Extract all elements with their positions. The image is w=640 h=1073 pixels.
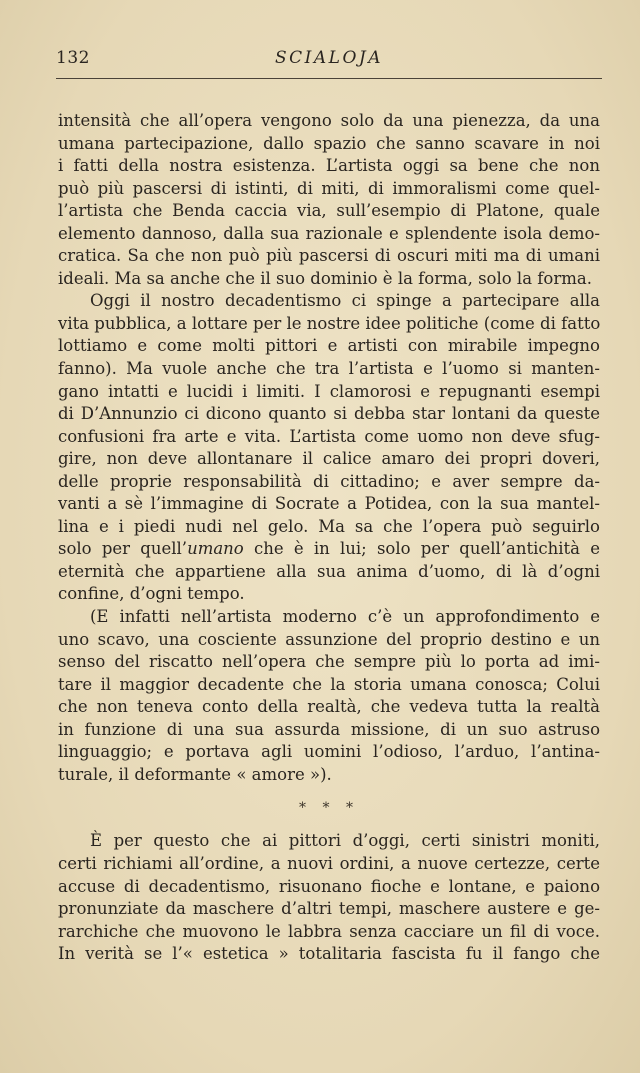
text-line: linguaggio; e portava agli uomini l’odioso, l’arduo, l’antina- (58, 742, 600, 762)
text-line: rarchiche che muovono le labbra senza cacciare un fil di voce. (58, 921, 600, 941)
page-header (56, 48, 602, 76)
text-line: (E infatti nell’artista moderno c’è un approfondimento e (90, 607, 600, 627)
text-line: pronunziate da maschere d’altri tempi, maschere austere e ge- (58, 899, 600, 919)
text-line: accuse di decadentismo, risuonano fioche e lontane, e paiono (58, 876, 600, 896)
header-rule (56, 78, 602, 79)
section-separator: * * * (299, 800, 359, 817)
body-text (58, 110, 600, 966)
text-line: lina e i piedi nudi nel gelo. Ma sa che l’opera può seguirlo (58, 516, 600, 536)
text-line: In verità se l’« estetica » totalitaria fascista fu il fango che (58, 944, 600, 964)
text-line: delle proprie responsabilità di cittadino; e aver sempre da- (58, 471, 600, 491)
text-line: confusioni fra arte e vita. L’artista come uomo non deve sfug- (58, 426, 600, 446)
text-line: Oggi il nostro decadentismo ci spinge a partecipare alla (90, 291, 600, 311)
italic-word: umano (187, 539, 244, 559)
text-line: lottiamo e come molti pittori e artisti con mirabile impegno (58, 336, 600, 356)
text-line: l’artista che Benda caccia via, sull’esempio di Platone, quale (58, 201, 600, 221)
text-line: di D’Annunzio ci dicono quanto si debba star lontani da queste (58, 404, 600, 424)
text-line: i fatti della nostra esistenza. L’artista oggi sa bene che non (58, 156, 600, 176)
text-line: umana partecipazione, dallo spazio che sanno scavare in noi (58, 133, 600, 153)
text-line: tare il maggior decadente che la storia umana conosca; Colui (58, 674, 600, 694)
running-head: SCIALOJA (275, 48, 383, 68)
text-line: cratica. Sa che non può più pascersi di oscuri miti ma di umani (58, 246, 600, 266)
text-line: ideali. Ma sa anche che il suo dominio è la forma, solo la forma. (58, 268, 592, 288)
text-line: turale, il deformante « amore »). (58, 764, 332, 784)
text-line (58, 538, 600, 561)
text-line: confine, d’ogni tempo. (58, 584, 245, 604)
text-line: gire, non deve allontanare il calice amaro dei propri doveri, (58, 449, 600, 469)
text-line: senso del riscatto nell’opera che sempre più lo porta ad imi- (58, 652, 600, 672)
text-line: vanti a sè l’immagine di Socrate a Potidea, con la sua mantel- (58, 494, 600, 514)
text-segment: solo per quell’ (58, 539, 188, 559)
text-line: eternità che appartiene alla sua anima d’uomo, di là d’ogni (58, 561, 600, 581)
text-line: È per questo che ai pittori d’oggi, certi sinistri moniti, (90, 831, 600, 851)
text-line: che non teneva conto della realtà, che vedeva tutta la realtà (58, 697, 600, 717)
text-line: intensità che all’opera vengono solo da una pienezza, da una (58, 111, 600, 130)
text-line: gano intatti e lucidi i limiti. I clamorosi e repugnanti esempi (58, 381, 600, 401)
text-line: certi richiami all’ordine, a nuovi ordini, a nuove certezze, certe (58, 853, 600, 873)
text-line: fanno). Ma vuole anche che tra l’artista e l’uomo si manten- (58, 359, 600, 379)
text-line: uno scavo, una cosciente assunzione del proprio destino e un (58, 629, 600, 649)
text-line: elemento dannoso, dalla sua razionale e splendente isola demo- (58, 223, 600, 243)
text-line: vita pubblica, a lottare per le nostre idee politiche (come di fatto (58, 313, 601, 333)
text-segment: che è in lui; solo per quell’antichità e (243, 539, 600, 559)
page-number: 132 (56, 48, 90, 68)
text-line: in funzione di una sua assurda missione, di un suo astruso (58, 719, 600, 739)
text-line: può più pascersi di istinti, di miti, di immoralismi come quel- (58, 178, 600, 198)
